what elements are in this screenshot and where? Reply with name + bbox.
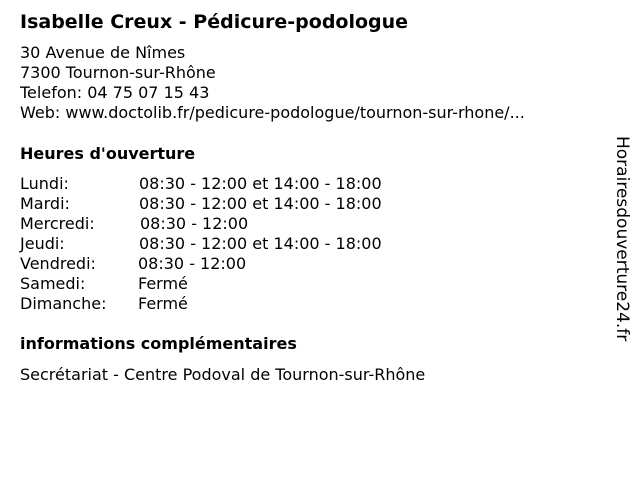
phone-number: Telefon: 04 75 07 15 43 — [20, 83, 210, 102]
hours-row-saturday — [20, 274, 440, 294]
watermark: Horairesdouverture24.fr — [612, 136, 632, 342]
extra-info-heading: informations complémentaires — [20, 334, 297, 353]
day-label: Vendredi: — [20, 254, 96, 273]
hours-heading: Heures d'ouverture — [20, 144, 196, 163]
day-label: Jeudi: — [20, 234, 65, 253]
city-address: 7300 Tournon-sur-Rhône — [20, 63, 216, 82]
opening-hours-table — [20, 174, 440, 314]
time-value: 08:30 - 12:00 et 14:00 - 18:00 — [139, 234, 382, 253]
hours-row-wednesday — [20, 214, 440, 234]
day-label: Dimanche: — [20, 294, 107, 313]
day-label: Mardi: — [20, 194, 70, 213]
day-label: Samedi: — [20, 274, 86, 293]
website-link[interactable]: Web: www.doctolib.fr/pedicure-podologue/tournon-sur-rhone/... — [20, 103, 525, 122]
page-title: Isabelle Creux - Pédicure-podologue — [20, 11, 409, 33]
street-address: 30 Avenue de Nîmes — [20, 43, 186, 62]
time-value: 08:30 - 12:00 et 14:00 - 18:00 — [139, 194, 382, 213]
day-label: Lundi: — [20, 174, 69, 193]
time-value: 08:30 - 12:00 — [138, 254, 247, 273]
hours-row-friday — [20, 254, 440, 274]
hours-row-monday — [20, 174, 440, 194]
time-value: Fermé — [138, 294, 188, 313]
extra-info-text: Secrétariat - Centre Podoval de Tournon-sur-Rhône — [20, 365, 426, 384]
address-block — [20, 43, 525, 123]
hours-row-tuesday — [20, 194, 440, 214]
hours-row-thursday — [20, 234, 440, 254]
time-value: 08:30 - 12:00 — [140, 214, 249, 233]
time-value: 08:30 - 12:00 et 14:00 - 18:00 — [139, 174, 382, 193]
hours-row-sunday — [20, 294, 440, 314]
day-label: Mercredi: — [20, 214, 95, 233]
time-value: Fermé — [138, 274, 188, 293]
